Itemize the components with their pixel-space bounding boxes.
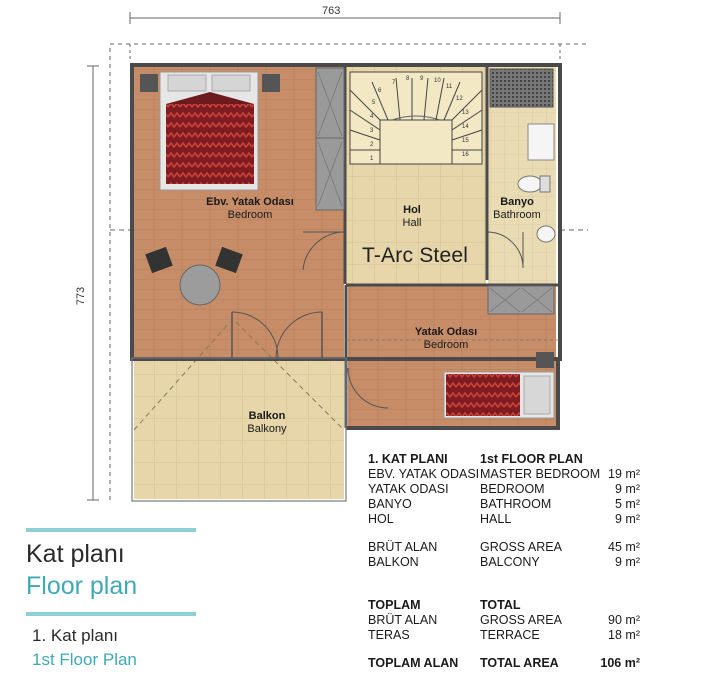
- row-area: 19 m²: [608, 467, 640, 481]
- room-name-en: Bedroom: [227, 209, 273, 221]
- row-tr: YATAK ODASI: [368, 482, 449, 496]
- stair-number: 9: [420, 76, 424, 82]
- row-tr: BANYO: [368, 497, 412, 511]
- row-en: BATHROOM: [480, 497, 552, 511]
- subtitle-floor-plan: 1st Floor Plan: [32, 650, 137, 669]
- room-label-balcony: [232, 410, 302, 436]
- room-name-en: Balkony: [247, 423, 287, 435]
- master-wardrobe: [316, 68, 344, 210]
- title-kat-plani: Kat planı: [26, 540, 125, 568]
- room-name-en: Bathroom: [493, 209, 541, 221]
- row-tr: TOPLAM ALAN: [368, 656, 459, 670]
- room-name-en: Hall: [402, 217, 422, 229]
- stair-number: 5: [372, 100, 376, 106]
- row-en: HALL: [480, 512, 512, 526]
- stair-number: 16: [462, 152, 469, 158]
- table-row: [368, 555, 640, 570]
- title-floor-plan: Floor plan: [26, 572, 138, 600]
- table-row: [368, 628, 640, 643]
- row-en: TOTAL AREA: [480, 656, 559, 670]
- room-name-en: Bedroom: [423, 339, 469, 351]
- stair-number: 11: [446, 84, 453, 90]
- room-name-tr: Yatak Odası: [414, 326, 478, 338]
- row-en: GROSS AREA: [480, 540, 562, 554]
- table-row: [368, 467, 640, 482]
- row-area: 106 m²: [600, 656, 640, 670]
- room-label-bedroom: [396, 326, 496, 352]
- header-en: 1st FLOOR PLAN: [480, 452, 583, 466]
- row-en: BEDROOM: [480, 482, 545, 496]
- table-row: [368, 656, 640, 671]
- row-area: 9 m²: [615, 512, 640, 526]
- room-name-tr: Banyo: [500, 196, 534, 208]
- row-tr: TOPLAM: [368, 598, 421, 612]
- row-area: 9 m²: [615, 555, 640, 569]
- header-tr: 1. KAT PLANI: [368, 452, 448, 466]
- row-tr: HOL: [368, 512, 394, 526]
- bedroom-wardrobe: [488, 286, 554, 314]
- row-area: 90 m²: [608, 613, 640, 627]
- row-tr: BRÜT ALAN: [368, 613, 438, 627]
- row-tr: EBV. YATAK ODASI: [368, 467, 480, 481]
- stair-number: 4: [370, 114, 374, 120]
- height-dimension-label: 773: [75, 286, 88, 306]
- width-dimension-label: 763: [322, 5, 341, 17]
- room-label-master-bedroom: [190, 196, 310, 222]
- row-tr: BALKON: [368, 555, 419, 569]
- stair-number: 10: [434, 78, 441, 84]
- row-en: GROSS AREA: [480, 613, 562, 627]
- room-name-tr: Balkon: [248, 410, 286, 422]
- stair-number: 1: [370, 156, 374, 162]
- stair-number: 15: [462, 138, 469, 144]
- table-row: [368, 482, 640, 497]
- area-table-header: [368, 452, 640, 467]
- row-area: 9 m²: [615, 482, 640, 496]
- row-en: BALCONY: [480, 555, 540, 569]
- table-row: [368, 512, 640, 527]
- stair-number: 3: [370, 128, 374, 134]
- room-label-hall: [382, 204, 442, 230]
- row-tr: BRÜT ALAN: [368, 540, 438, 554]
- room-name-tr: Hol: [403, 204, 421, 216]
- title-top-bar: [26, 528, 196, 532]
- stair-number: 6: [378, 88, 382, 94]
- stair-number: 8: [406, 76, 410, 82]
- row-en: MASTER BEDROOM: [480, 467, 601, 481]
- table-row: [368, 540, 640, 555]
- table-row: [368, 613, 640, 628]
- row-area: 45 m²: [608, 540, 640, 554]
- row-tr: TERAS: [368, 628, 410, 642]
- room-label-bathroom: [486, 196, 548, 222]
- stair-number: 13: [462, 110, 469, 116]
- room-name-tr: Ebv. Yatak Odası: [206, 196, 294, 208]
- stair-number: 2: [370, 142, 374, 148]
- subtitle-kat-plani: 1. Kat planı: [32, 626, 119, 645]
- title-bottom-bar: [26, 612, 196, 616]
- table-row: [368, 497, 640, 512]
- stair-number: 12: [456, 96, 463, 102]
- row-en: TERRACE: [480, 628, 540, 642]
- stair-number: 7: [392, 80, 396, 86]
- row-area: 18 m²: [608, 628, 640, 642]
- row-area: 5 m²: [615, 497, 640, 511]
- brand-watermark: T-Arc Steel: [362, 244, 469, 267]
- stair-number: 14: [462, 124, 469, 130]
- table-row: [368, 598, 640, 613]
- row-en: TOTAL: [480, 598, 521, 612]
